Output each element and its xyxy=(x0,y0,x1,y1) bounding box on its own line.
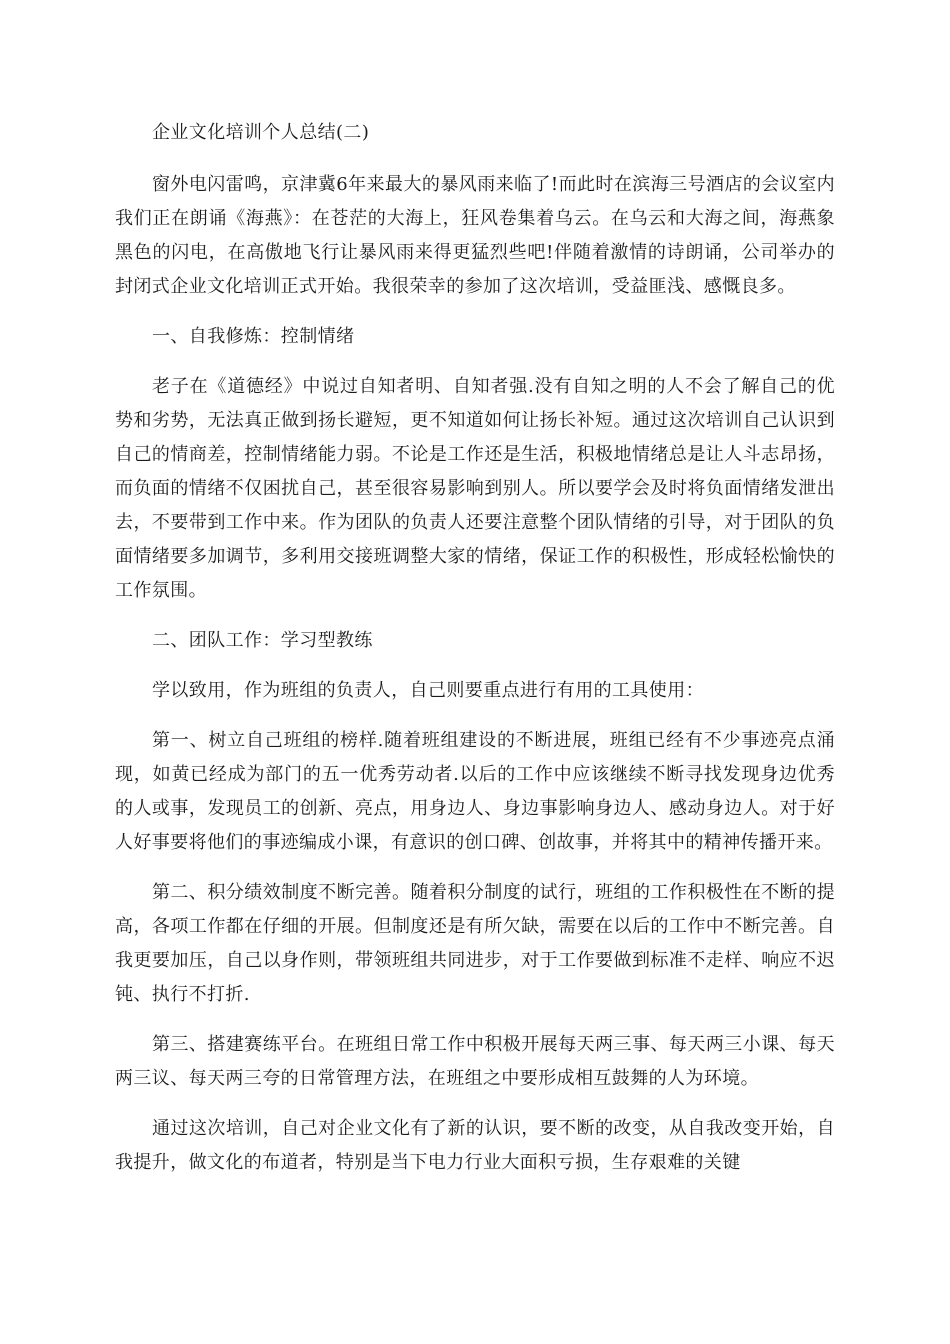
section-heading-self-cultivation: 一、自我修炼：控制情绪 xyxy=(152,326,355,347)
paragraph-emotion-control: 老子在《道德经》中说过自知者明、自知者强.没有自知之明的人不会了解自己的优势和劣势，无法真正做到扬长避短，更不知道如何让扬长补短。通过这次培训自己认识到自己的情商差，控制情绪能力弱。不论是工作还是生活，积极地情绪总是让人斗志昂扬，而负面的情绪不仅困扰自己，甚至很容易影响到别人。所以要学会及时将负面情绪发泄出去，不要带到工作中来。作为团队的负责人还要注意整个团队情绪的引导，对于团队的负面情绪要多加调节，多利用交接班调整大家的情绪，保证工作的积极性，形成轻松愉快的工作氛围。 xyxy=(115,376,835,601)
section-heading-team-work: 二、团队工作：学习型教练 xyxy=(152,630,373,651)
document-title: 企业文化培训个人总结(二) xyxy=(152,122,370,143)
paragraph-tools-usage: 学以致用，作为班组的负责人，自己则要重点进行有用的工具使用： xyxy=(152,680,704,701)
paragraph-point-two: 第二、积分绩效制度不断完善。随着积分制度的试行，班组的工作积极性在不断的提高，各项工作都在仔细的开展。但制度还是有所欠缺，需要在以后的工作中不断完善。自我更要加压，自己以身作则，带领班组共同进步，对于工作要做到标准不走样、响应不迟钝、执行不打折. xyxy=(115,882,835,1005)
paragraph-intro: 窗外电闪雷鸣，京津冀6年来最大的暴风雨来临了!而此时在滨海三号酒店的会议室内我们正在朗诵《海燕》：在苍茫的大海上，狂风卷集着乌云。在乌云和大海之间，海燕象黑色的闪电，在高傲地飞行让暴风雨来得更猛烈些吧!伴随着激情的诗朗诵，公司举办的封闭式企业文化培训正式开始。我很荣幸的参加了这次培训，受益匪浅、感慨良多。 xyxy=(115,174,835,297)
paragraph-conclusion: 通过这次培训，自己对企业文化有了新的认识，要不断的改变，从自我改变开始，自我提升，做文化的布道者，特别是当下电力行业大面积亏损，生存艰难的关键 xyxy=(115,1118,835,1173)
paragraph-point-one: 第一、树立自己班组的榜样.随着班组建设的不断进展，班组已经有不少事迹亮点涌现，如黄已经成为部门的五一优秀劳动者.以后的工作中应该继续不断寻找发现身边优秀的人或事，发现员工的创新、亮点，用身边人、身边事影响身边人、感动身边人。对于好人好事要将他们的事迹编成小课，有意识的创口碑、创故事，并将其中的精神传播开来。 xyxy=(115,730,835,853)
paragraph-point-three: 第三、搭建赛练平台。在班组日常工作中积极开展每天两三事、每天两三小课、每天两三议、每天两三夸的日常管理方法，在班组之中要形成相互鼓舞的人为环境。 xyxy=(115,1034,835,1089)
